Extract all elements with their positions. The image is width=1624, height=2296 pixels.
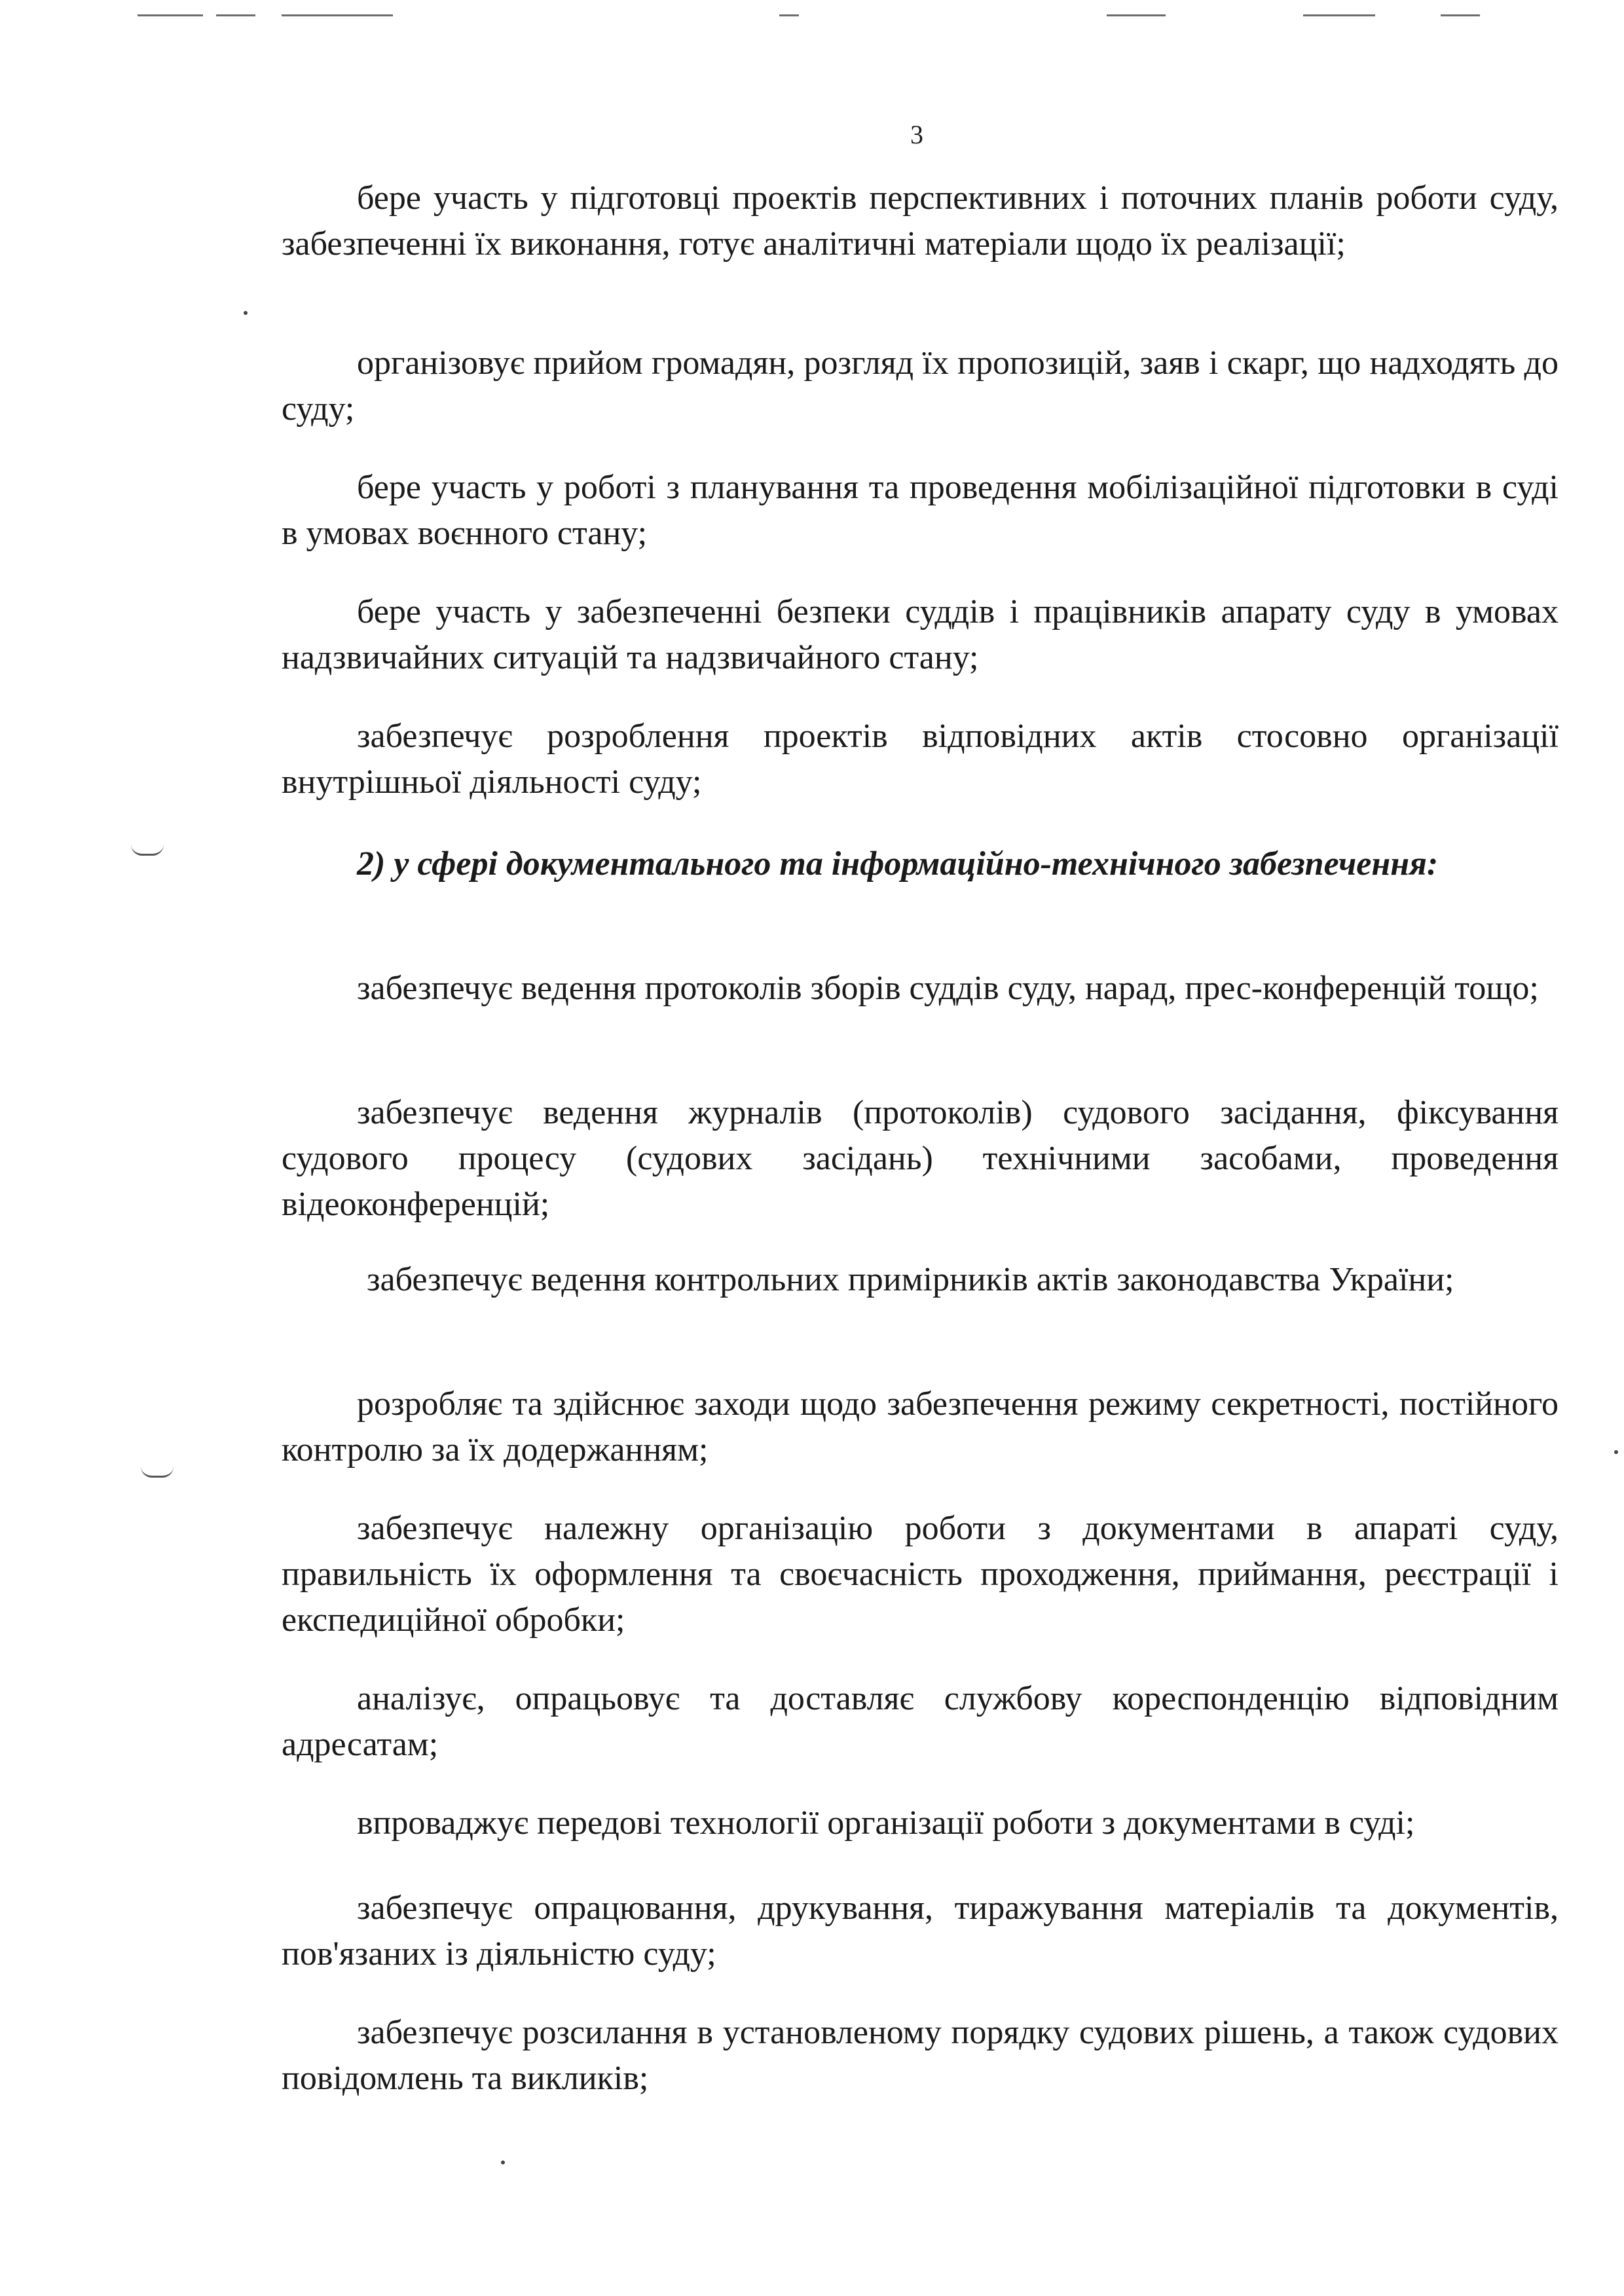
scan-artifact-line (216, 14, 255, 16)
scan-artifact-dot (501, 2160, 505, 2164)
paragraph: впроваджує передові технології організації роботи з документами в суді; (357, 1804, 1415, 1842)
section-heading: 2) у сфері документального та інформаційно-технічного забезпечення: (357, 845, 1439, 883)
scan-artifact-line (282, 14, 393, 16)
paragraph: аналізує, опрацьовує та доставляє службову кореспонденцію відповідним адресатам; (282, 1680, 1559, 1763)
scan-artifact-mark (131, 845, 164, 856)
paragraph: розробляє та здійснює заходи щодо забезпечення режиму секретності, постійного контролю за їх додержанням; (282, 1385, 1559, 1468)
paragraph: забезпечує ведення журналів (протоколів) судового засідання, фіксування судового процесу (судових засідань) технічними засобами, проведення відеоконференцій; (282, 1094, 1559, 1223)
scan-artifact-line (138, 14, 203, 16)
scan-artifact-line (1303, 14, 1375, 16)
scan-artifact-line (1441, 14, 1480, 16)
paragraph: забезпечує ведення контрольних примірників актів законодавства України; (367, 1261, 1454, 1298)
paragraph: забезпечує опрацювання, друкування, тиражування матеріалів та документів, пов'язаних із діяльністю суду; (282, 1889, 1559, 1973)
scan-artifact-dot (1614, 1450, 1618, 1454)
page-number: 3 (910, 120, 923, 149)
scan-artifact-dot (244, 311, 248, 315)
scan-artifact-line (1107, 14, 1166, 16)
paragraph: бере участь у роботі з планування та проведення мобілізаційної підготовки в суді в умовах воєнного стану; (282, 469, 1559, 552)
paragraph: забезпечує розроблення проектів відповідних актів стосовно організації внутрішньої діяльності суду; (282, 718, 1559, 801)
scan-artifact-line (779, 14, 799, 16)
paragraph: забезпечує належну організацію роботи з документами в апараті суду, правильність їх оформлення та своєчасність проходження, приймання, реєстрації і експедиційної обробки; (282, 1510, 1559, 1639)
scan-artifact-mark (141, 1467, 174, 1478)
paragraph: бере участь у підготовці проектів перспективних і поточних планів роботи суду, забезпеченні їх виконання, готує аналітичні матеріали щодо їх реалізації; (282, 179, 1559, 263)
paragraph: забезпечує розсилання в установленому порядку судових рішень, а також судових повідомлень та викликів; (282, 2014, 1559, 2097)
paragraph: забезпечує ведення протоколів зборів суддів суду, нарад, прес-конференцій тощо; (357, 970, 1539, 1007)
paragraph: бере участь у забезпеченні безпеки суддів і працівників апарату суду в умовах надзвичайних ситуацій та надзвичайного стану; (282, 593, 1559, 676)
paragraph: організовує прийом громадян, розгляд їх пропозицій, заяв і скарг, що надходять до суду; (282, 344, 1559, 428)
